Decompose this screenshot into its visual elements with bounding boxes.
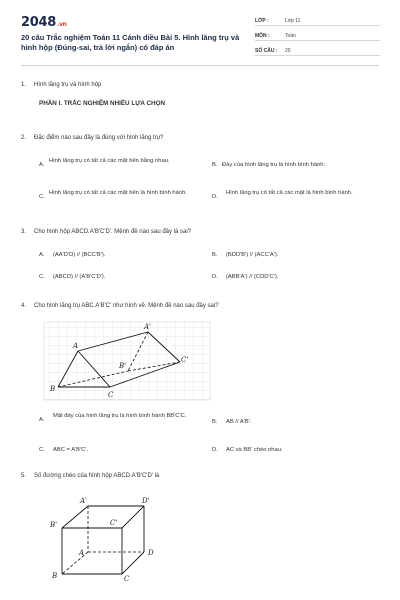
option-text: AB // A'B'. bbox=[226, 419, 252, 425]
vertex-label: A' bbox=[144, 323, 151, 331]
option-text: (BDD'B') // (ACC'A'). bbox=[226, 252, 279, 258]
logo-suffix: .vn bbox=[56, 21, 67, 28]
option-text: ABC = A'B'C'. bbox=[53, 447, 89, 453]
vertex-label: B' bbox=[50, 521, 58, 529]
section-heading: PHẦN I. TRẮC NGHIỆM NHIỀU LỰA CHỌN bbox=[39, 100, 166, 107]
option-text: Hình lăng trụ có tất cả các mặt bên bằng nhau. bbox=[49, 158, 170, 164]
vertex-label: D bbox=[148, 549, 154, 557]
meta-key: SỐ CÂU : bbox=[255, 47, 278, 54]
question-text: Cho hình hộp ABCD.A'B'C'D'. Mệnh đề nào sau đây là sai? bbox=[34, 229, 192, 235]
option-letter: B. bbox=[212, 252, 218, 258]
option-letter: C. bbox=[39, 447, 45, 453]
meta-value: Toán bbox=[285, 32, 296, 39]
edge-d1-c1 bbox=[122, 506, 144, 528]
vertex-label: B bbox=[52, 572, 58, 580]
meta-value: Lớp 11 bbox=[285, 17, 301, 24]
document-title: 20 câu Trắc nghiệm Toán 11 Cánh diều Bài 5. Hình lăng trụ và hình hộp (Đúng-sai, trả lời ngắn) có đáp án bbox=[21, 33, 240, 52]
option-text: Hình lăng trụ có tất cả các mặt là hình bình hành. bbox=[226, 190, 353, 196]
site-logo[interactable] bbox=[21, 15, 67, 30]
option-letter: C. bbox=[39, 194, 45, 200]
question-4 bbox=[21, 303, 219, 309]
option-text: Đáy của hình lăng trụ là hình bình hành. bbox=[222, 162, 326, 168]
option-text: Mặt đáy của hình lăng trụ là hình bình hành BB'C'C. bbox=[53, 413, 187, 419]
question-2 bbox=[21, 135, 163, 141]
option-letter: A. bbox=[39, 417, 45, 423]
meta-key: MÔN : bbox=[255, 32, 270, 39]
option-letter: A. bbox=[39, 162, 45, 168]
option-letter: A. bbox=[39, 252, 45, 258]
option-text: AC và BB' chéo nhau. bbox=[226, 447, 283, 453]
question-number: 3. bbox=[21, 229, 27, 235]
vertex-label: B bbox=[50, 385, 56, 393]
logo-text: 2048 bbox=[21, 15, 56, 30]
vertex-label: A' bbox=[80, 497, 87, 505]
meta-row-count bbox=[255, 46, 380, 56]
question-5 bbox=[21, 473, 159, 479]
vertex-label: B' bbox=[119, 362, 127, 370]
vertex-label: A bbox=[79, 549, 85, 557]
question-text: Cho hình lăng trụ ABC.A'B'C' như hình vẽ. Mệnh đề nào sau đây sai? bbox=[34, 303, 219, 309]
option-letter: B. bbox=[212, 162, 218, 168]
meta-key: LỚP : bbox=[255, 17, 269, 24]
option-letter: B. bbox=[212, 419, 218, 425]
question-number: 1. bbox=[21, 82, 27, 88]
option-letter: D. bbox=[212, 194, 218, 200]
question-text: Hình lăng trụ và hình hộp bbox=[34, 82, 102, 88]
option-letter: C. bbox=[39, 274, 45, 280]
question-number: 4. bbox=[21, 303, 27, 309]
option-text: (ABB'A') // (CDD'C'). bbox=[226, 274, 279, 280]
meta-row-class bbox=[255, 16, 380, 26]
question-text: Số đường chéo của hình hộp ABCD.A'B'C'D' là bbox=[34, 473, 160, 479]
vertex-label: A bbox=[73, 342, 79, 350]
header-divider bbox=[21, 65, 379, 66]
meta-row-subject bbox=[255, 31, 380, 41]
meta-panel bbox=[255, 16, 380, 61]
meta-value: 20 bbox=[285, 47, 291, 54]
question-number: 5. bbox=[21, 473, 27, 479]
option-text: (ABCD) // (A'B'C'D'). bbox=[53, 274, 106, 280]
question-1 bbox=[21, 82, 101, 88]
box-figure bbox=[46, 494, 176, 594]
option-text: (AA'D'D) // (BCC'B'). bbox=[53, 252, 106, 258]
option-letter: D. bbox=[212, 274, 218, 280]
vertex-label: C bbox=[108, 391, 114, 399]
vertex-label: D' bbox=[142, 497, 150, 505]
question-number: 2. bbox=[21, 135, 27, 141]
question-3 bbox=[21, 229, 191, 235]
prism-figure bbox=[40, 318, 220, 402]
vertex-label: C' bbox=[181, 356, 189, 364]
question-text: Đặc điểm nào sau đây là đúng với hình lăng trụ? bbox=[34, 135, 164, 141]
edge-a1-b1 bbox=[62, 506, 88, 528]
edge-a-b bbox=[62, 552, 88, 574]
vertex-label: C bbox=[124, 575, 130, 583]
option-text: Hình lăng trụ có tất cả các mặt bên là hình bình hành. bbox=[49, 190, 187, 196]
vertex-label: C' bbox=[110, 519, 118, 527]
option-letter: D. bbox=[212, 447, 218, 453]
edge-c-d bbox=[122, 552, 144, 574]
